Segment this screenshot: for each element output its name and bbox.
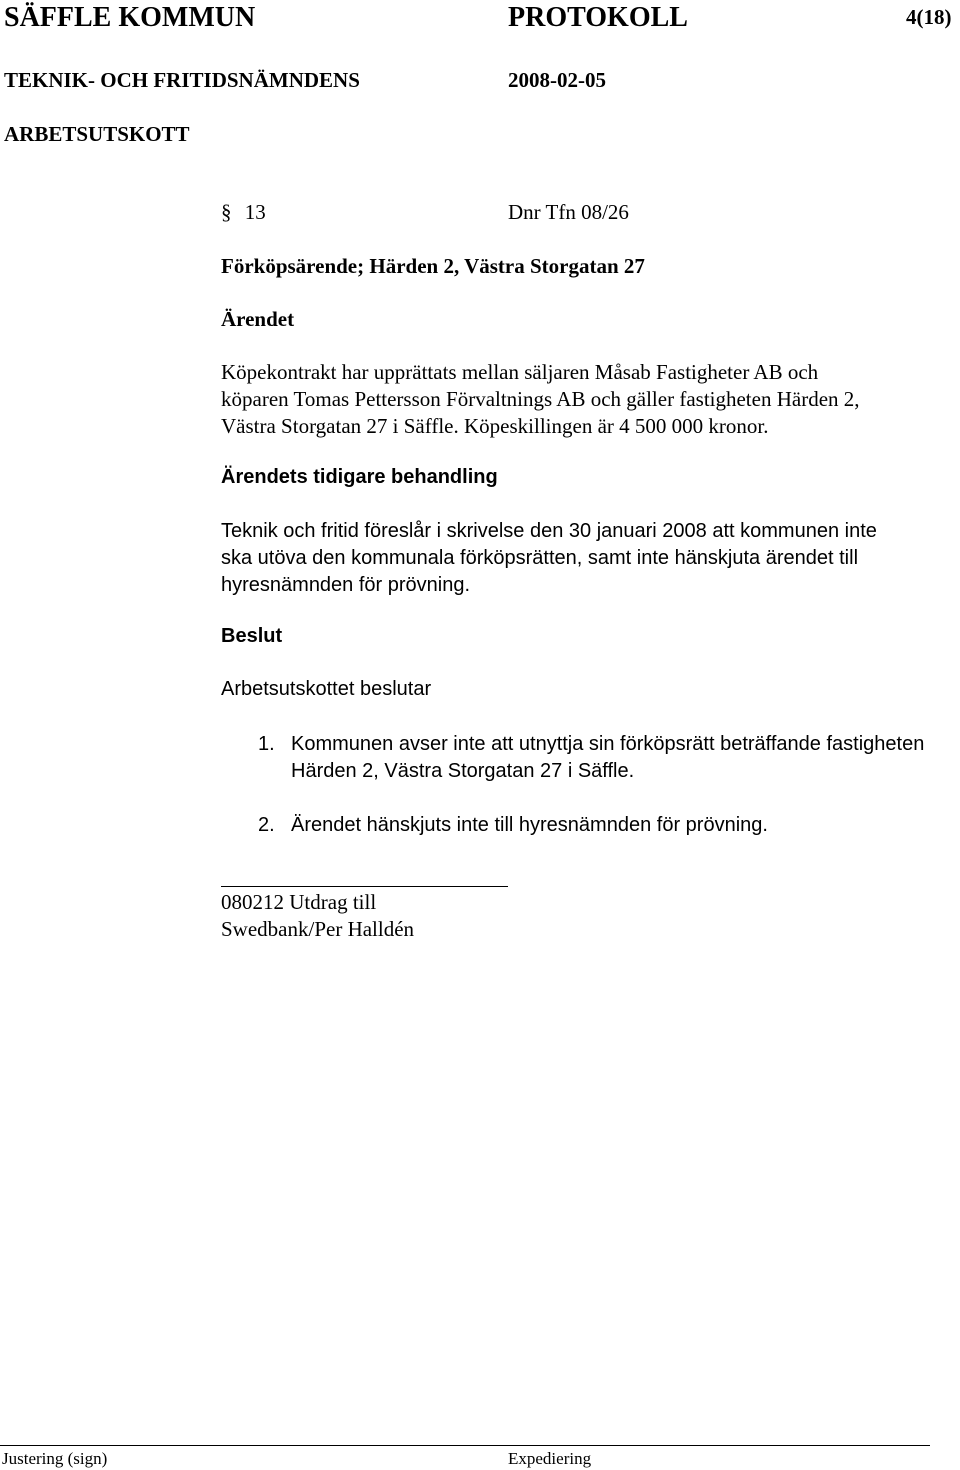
decision-item-number: 2.: [258, 814, 275, 836]
meeting-date: 2008-02-05: [508, 68, 606, 92]
tidigare-line: Teknik och fritid föreslår i skrivelse den 30 januari 2008 att kommunen inte: [221, 520, 877, 542]
paragraph-marker: [221, 200, 266, 225]
distribution-line: Swedbank/Per Halldén: [221, 917, 415, 941]
decision-item-line: Kommunen avser inte att utnyttja sin förköpsrätt beträffande fastigheten: [291, 733, 925, 755]
decision-item-line: Härden 2, Västra Storgatan 27 i Säffle.: [291, 760, 635, 782]
municipality-name: SÄFFLE KOMMUN: [4, 2, 256, 33]
arendet-line: köparen Tomas Pettersson Förvaltnings AB och gäller fastigheten Härden 2,: [221, 387, 860, 411]
tidigare-paragraph: [221, 518, 877, 599]
arendet-line: Köpekontrakt har upprättats mellan säljaren Måsab Fastigheter AB och: [221, 360, 819, 384]
document-type: PROTOKOLL: [508, 2, 688, 33]
footer-expediering: Expediering: [508, 1449, 592, 1468]
tidigare-line: hyresnämnden för prövning.: [221, 574, 471, 596]
distribution-line: 080212 Utdrag till: [221, 890, 377, 914]
footer-justering: Justering (sign): [2, 1449, 108, 1468]
tidigare-line: ska utöva den kommunala förköpsrätten, samt inte hänskjuta ärendet till: [221, 547, 859, 569]
decision-item: [258, 731, 925, 785]
beslut-intro: Arbetsutskottet beslutar: [221, 678, 432, 700]
case-title: Förköpsärende; Härden 2, Västra Storgatan 27: [221, 254, 645, 278]
paragraph-sign: §: [221, 200, 232, 224]
diary-number: Dnr Tfn 08/26: [508, 200, 629, 224]
paragraph-number: 13: [244, 200, 266, 224]
beslut-heading: Beslut: [221, 625, 283, 647]
tidigare-heading: Ärendets tidigare behandling: [221, 466, 498, 488]
decision-item: [258, 812, 768, 839]
arendet-heading: Ärendet: [221, 307, 295, 331]
committee-name: TEKNIK- OCH FRITIDSNÄMNDENS: [4, 68, 360, 92]
decision-item-number: 1.: [258, 733, 275, 755]
footer-rule: [0, 1445, 930, 1446]
page-number: 4(18): [906, 5, 952, 29]
distribution-note: [221, 889, 414, 943]
arendet-paragraph: [221, 359, 860, 440]
distribution-rule: [221, 886, 508, 887]
committee-name-line2: ARBETSUTSKOTT: [4, 122, 190, 146]
arendet-line: Västra Storgatan 27 i Säffle. Köpeskillingen är 4 500 000 kronor.: [221, 414, 769, 438]
decision-item-line: Ärendet hänskjuts inte till hyresnämnden för prövning.: [291, 814, 768, 836]
